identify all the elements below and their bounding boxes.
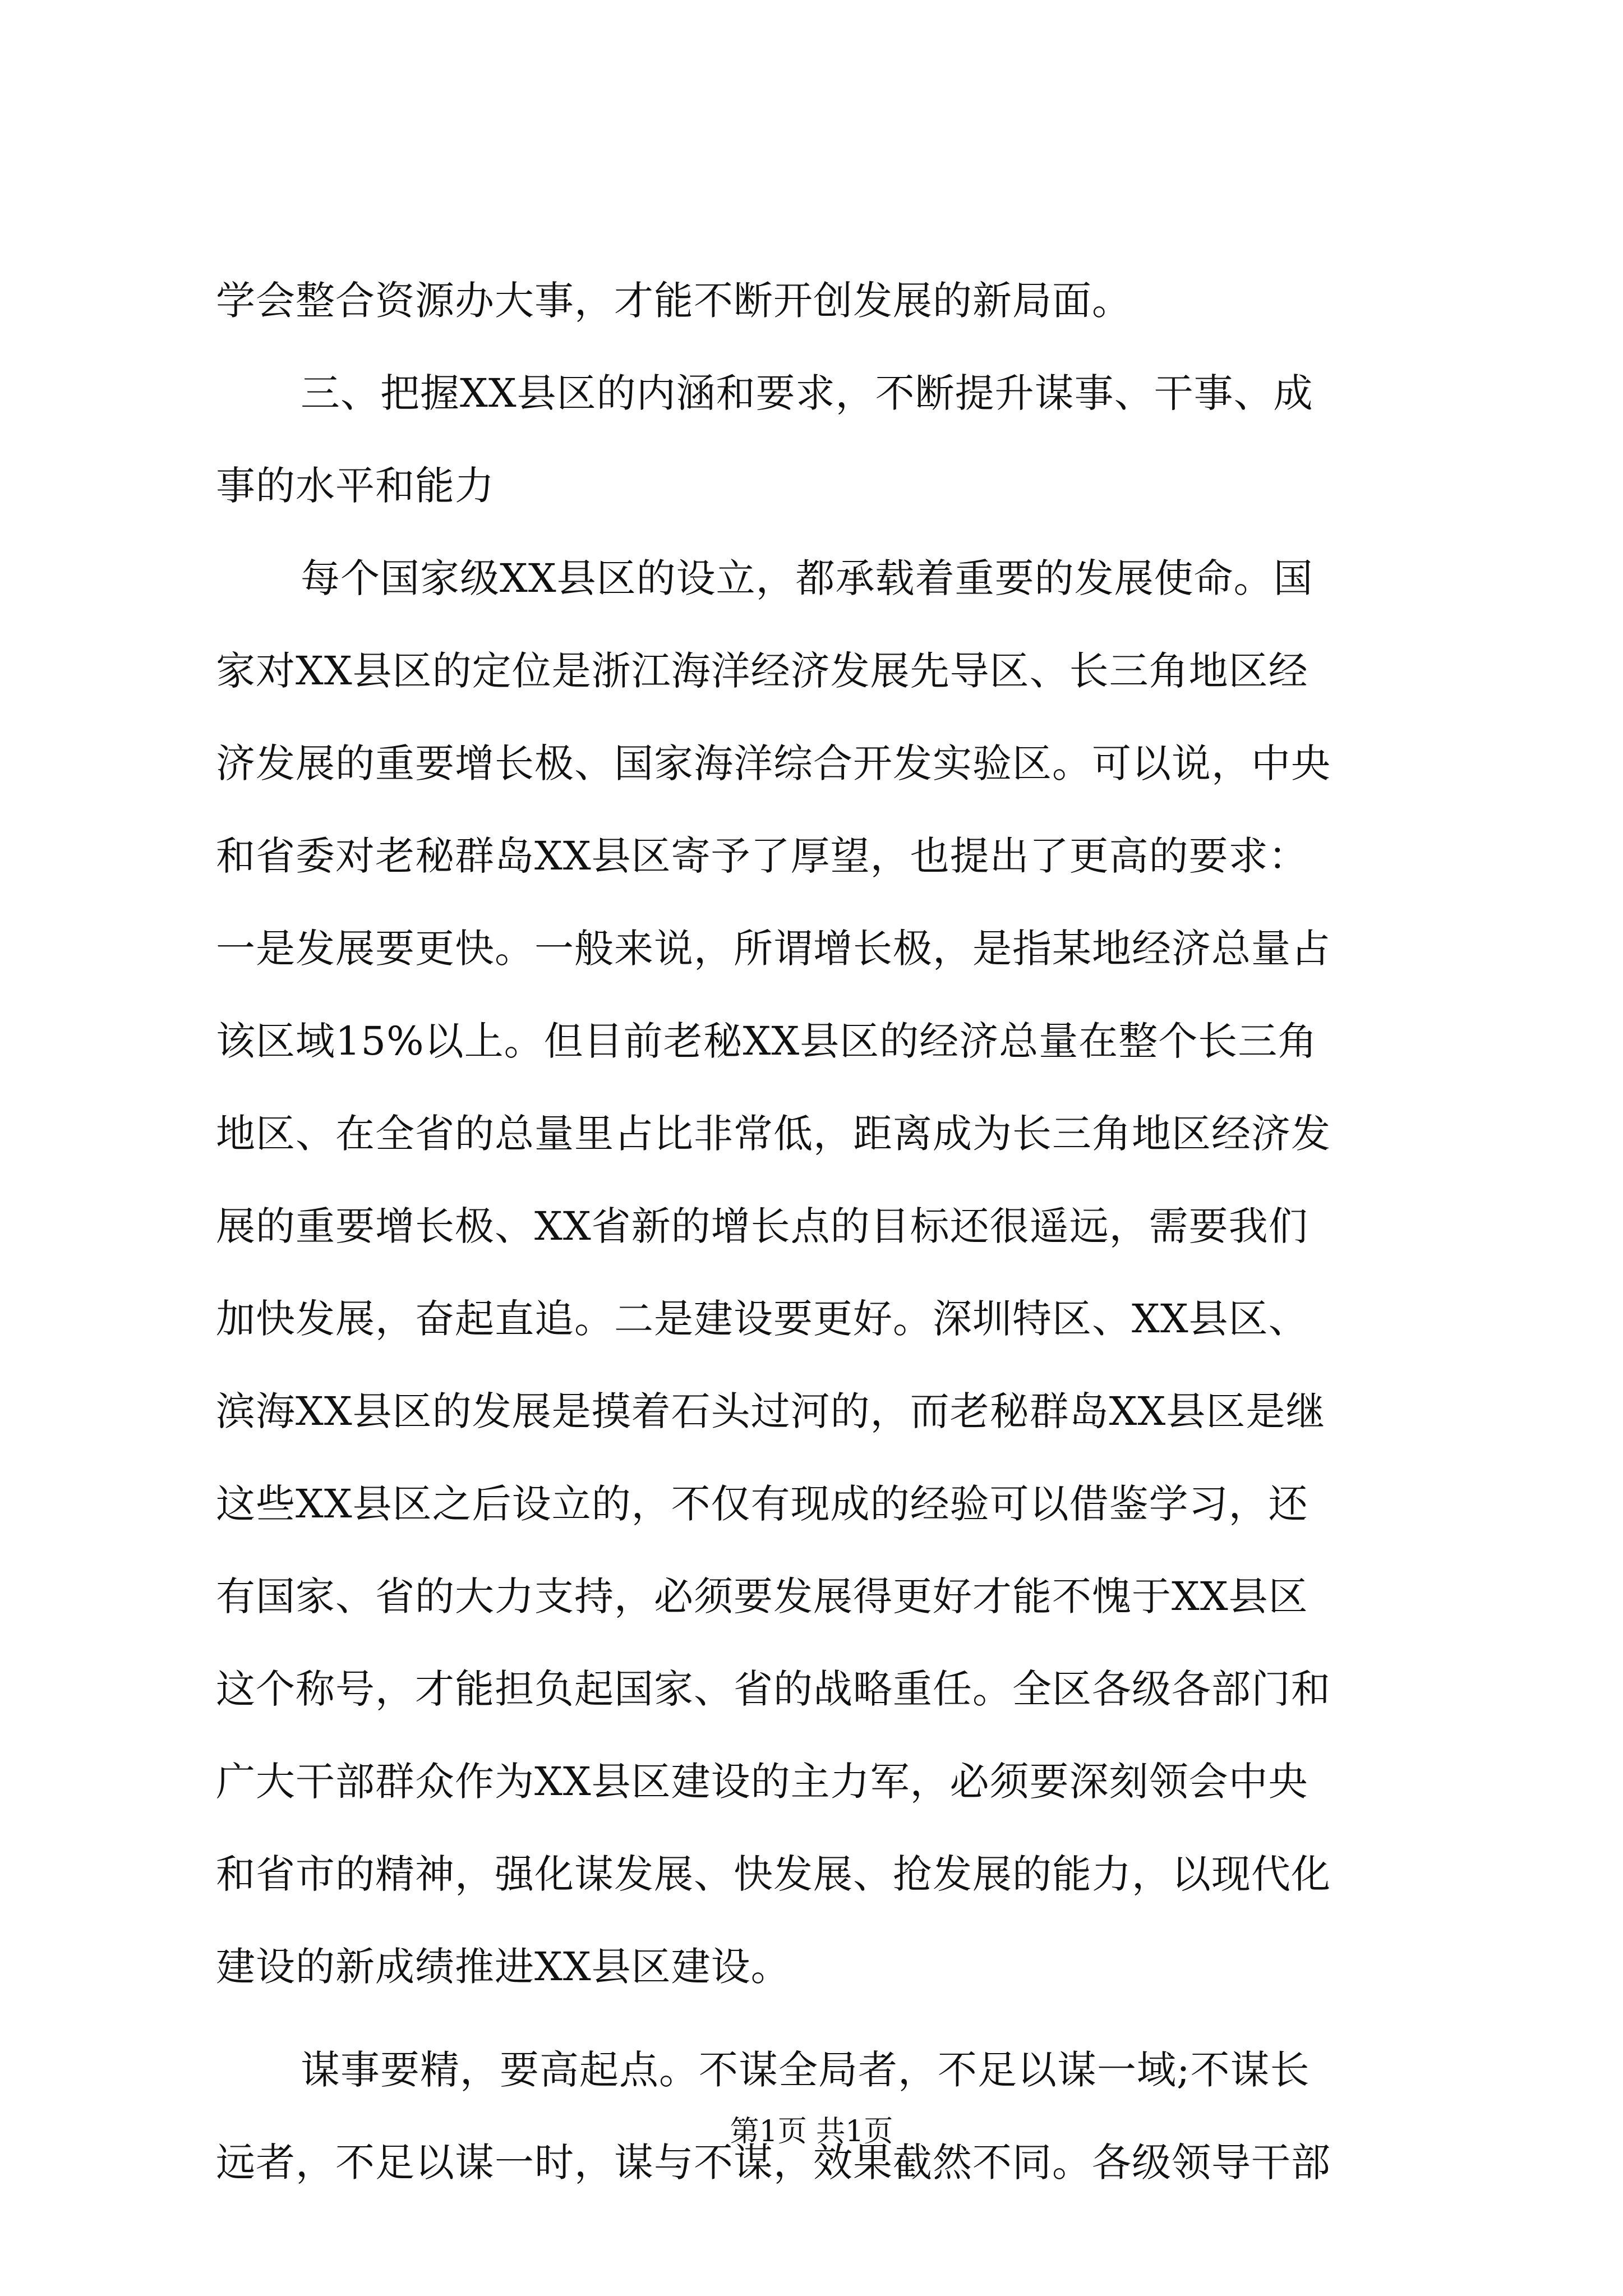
text-line: 广大干部群众作为XX县区建设的主力军，必须要深刻领会中央	[216, 1759, 1308, 1805]
text-line: 济发展的重要增长极、国家海洋综合开发实验区。可以说，中央	[216, 740, 1331, 786]
text-line: 学会整合资源办大事，才能不断开创发展的新局面。	[216, 278, 1132, 324]
page-number-label: 第1页 共1页	[730, 2115, 893, 2148]
text-line: 该区域15%以上。但目前老秘XX县区的经济总量在整个长三角	[216, 1018, 1318, 1064]
text-line: 地区、在全省的总量里占比非常低，距离成为长三角地区经济发	[216, 1111, 1331, 1157]
text-line: 一是发展要更快。一般来说，所谓增长极，是指某地经济总量占	[216, 926, 1331, 972]
text-line: 加快发展，奋起直追。二是建设要更好。深圳特区、XX县区、	[216, 1296, 1308, 1342]
text-line: 远者，不足以谋一时，谋与不谋，效果截然不同。各级领导干部	[216, 2139, 1331, 2185]
text-line: 展的重要增长极、XX省新的增长点的目标还很遥远，需要我们	[216, 1203, 1308, 1249]
section-heading-line: 事的水平和能力	[216, 463, 495, 509]
text-line: 家对XX县区的定位是浙江海洋经济发展先导区、长三角地区经	[216, 648, 1308, 694]
paragraph-start-line: 每个国家级XX县区的设立，都承载着重要的发展使命。国	[301, 555, 1313, 601]
page-footer	[0, 2112, 1623, 2151]
text-line: 建设的新成绩推进XX县区建设。	[216, 1944, 791, 1990]
text-line: 和省市的精神，强化谋发展、快发展、抢发展的能力，以现代化	[216, 1851, 1331, 1897]
section-heading-line: 三、把握XX县区的内涵和要求，不断提升谋事、干事、成	[301, 370, 1313, 416]
document-body	[216, 255, 1422, 2209]
text-line: 滨海XX县区的发展是摸着石头过河的，而老秘群岛XX县区是继	[216, 1388, 1326, 1434]
paragraph-start-line: 谋事要精，要高起点。不谋全局者，不足以谋一域;不谋长	[301, 2047, 1310, 2093]
text-line: 有国家、省的大力支持，必须要发展得更好才能不愧于XX县区	[216, 1573, 1308, 1619]
text-line: 这些XX县区之后设立的，不仅有现成的经验可以借鉴学习，还	[216, 1481, 1308, 1527]
text-line: 和省委对老秘群岛XX县区寄予了厚望，也提出了更高的要求：	[216, 833, 1308, 879]
text-line: 这个称号，才能担负起国家、省的战略重任。全区各级各部门和	[216, 1666, 1331, 1712]
